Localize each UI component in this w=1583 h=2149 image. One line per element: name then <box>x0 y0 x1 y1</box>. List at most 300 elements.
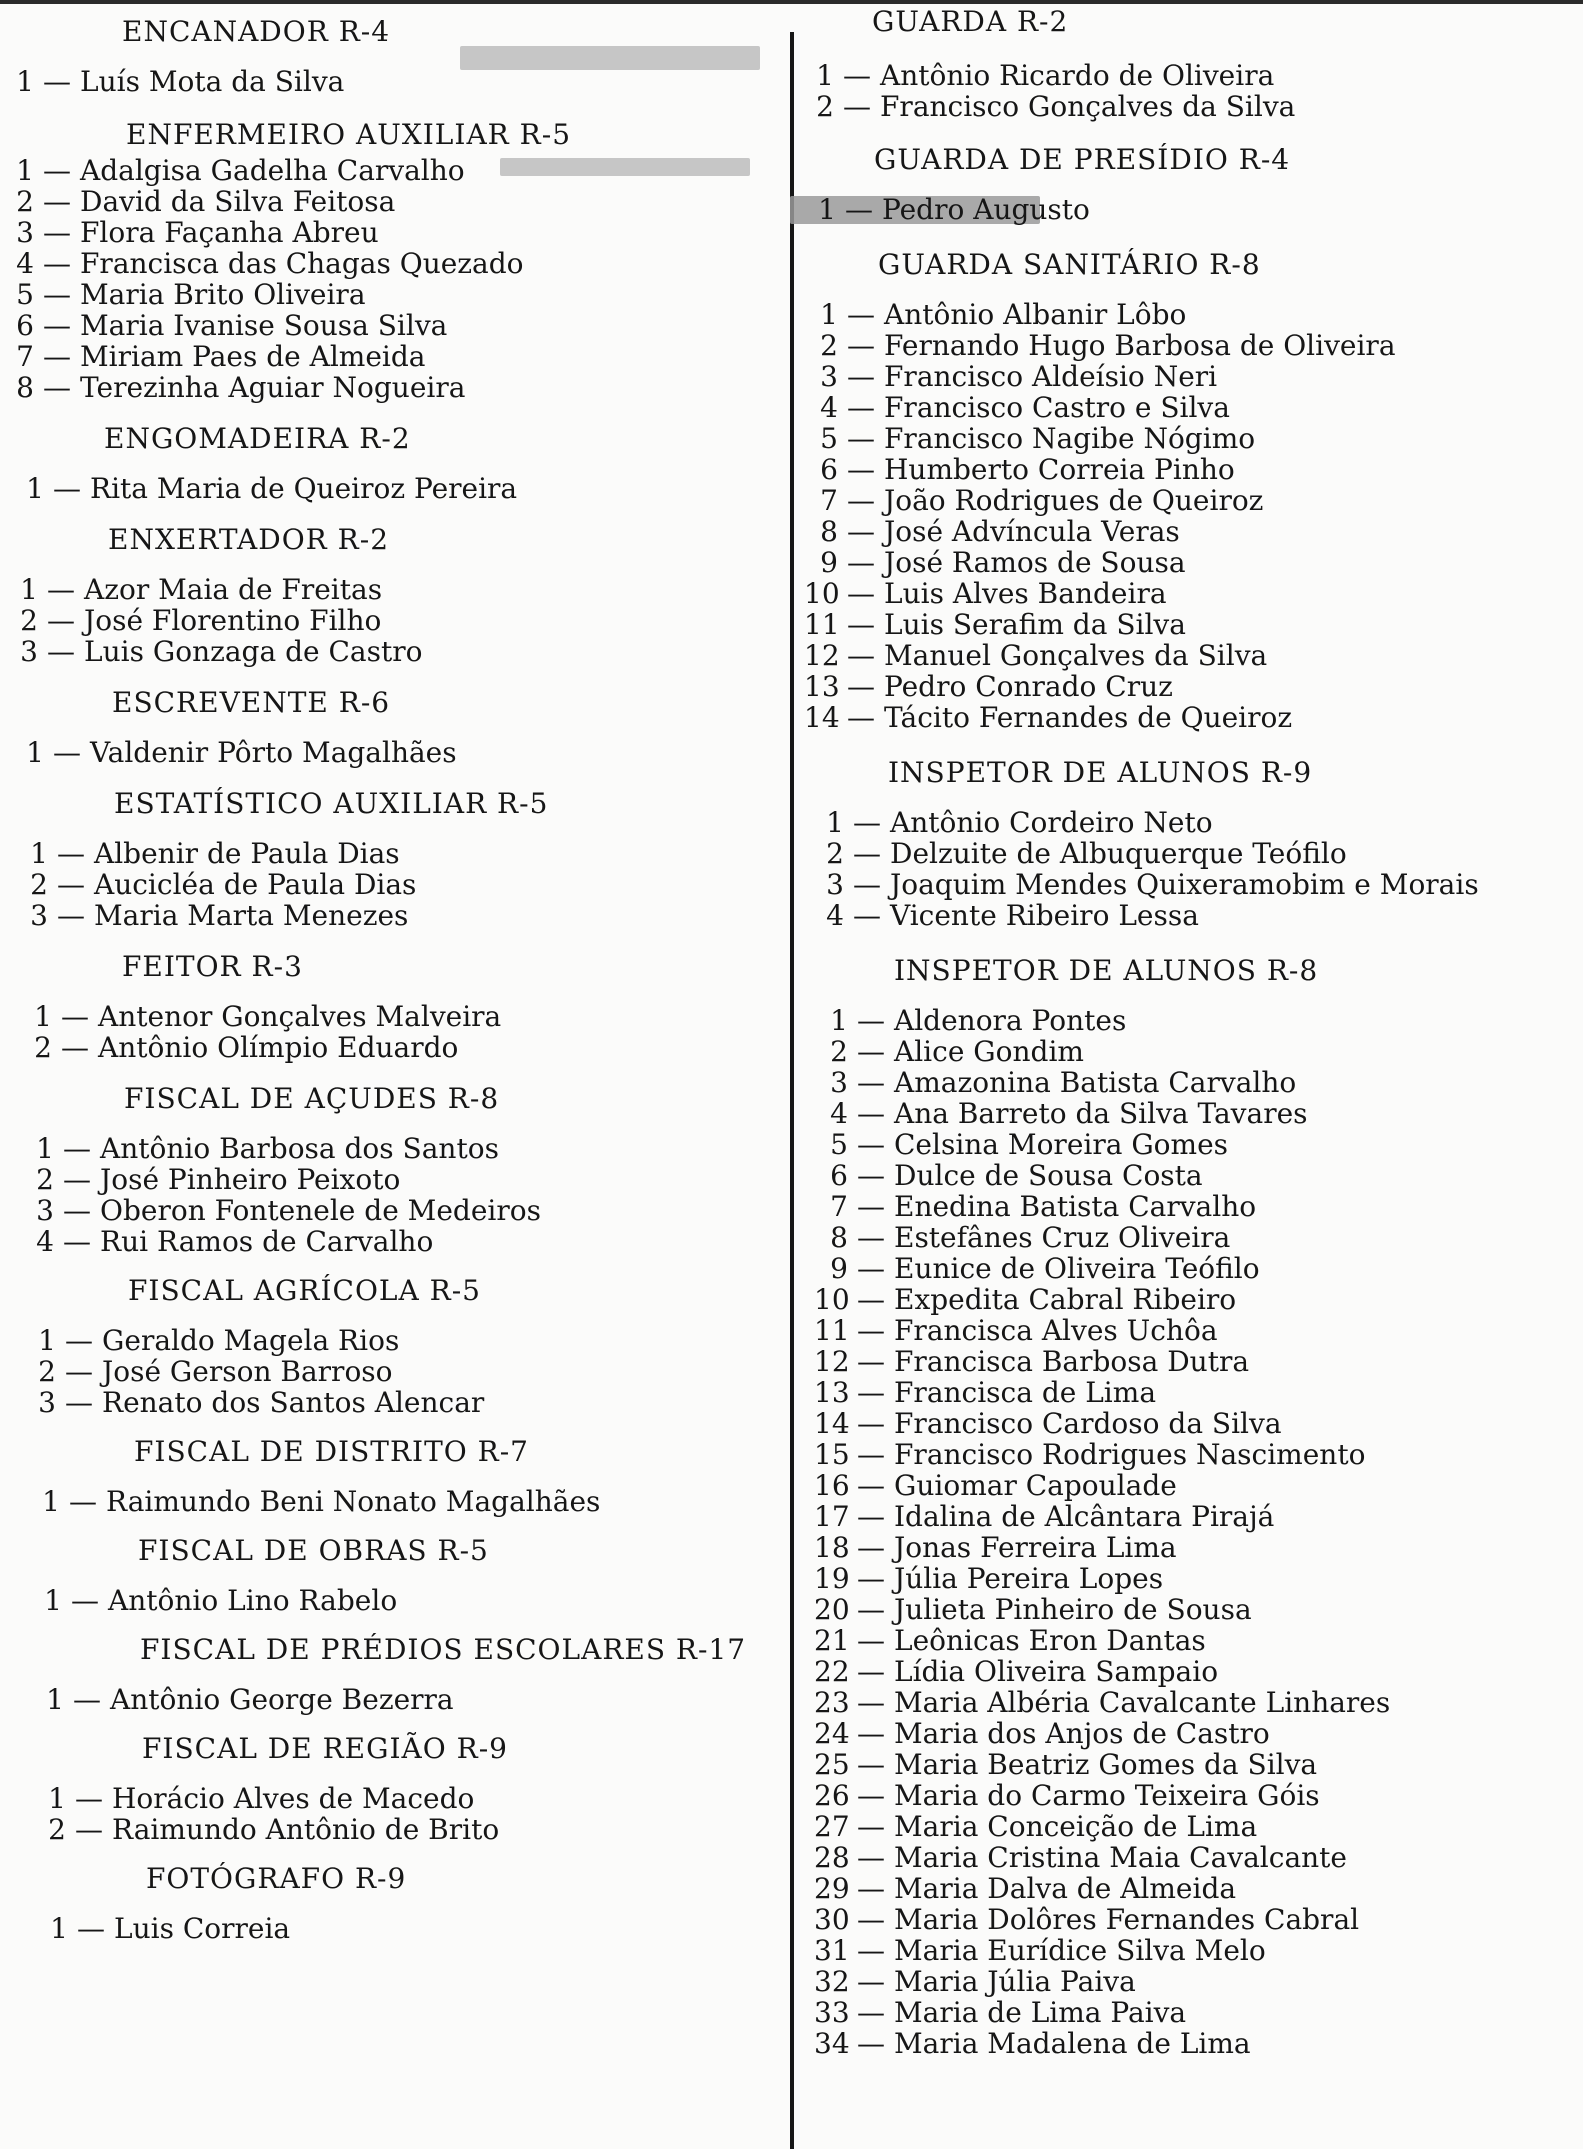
entry-number: 2 <box>48 1813 66 1846</box>
entry-dash: — <box>75 1813 103 1846</box>
entry-name: Maria Madalena de Lima <box>894 2027 1251 2060</box>
entry-name: Maria do Carmo Teixeira Góis <box>894 1779 1320 1812</box>
section-heading: FISCAL DE REGIÃO R-9 <box>142 1732 508 1765</box>
list-item <box>800 1284 1583 1315</box>
entry-dash: — <box>857 1438 885 1471</box>
section <box>0 947 770 1063</box>
list-item <box>800 361 1583 392</box>
list-item <box>800 1811 1583 1842</box>
entry-list <box>0 1783 770 1845</box>
entry-number: 30 <box>814 1903 850 1936</box>
entry-name: Luis Correia <box>114 1912 291 1945</box>
entry-number: 4 <box>826 899 844 932</box>
entry-number: 2 <box>820 329 838 362</box>
entry-name: Francisca Alves Uchôa <box>894 1314 1218 1347</box>
entry-name: Maria Dolôres Fernandes Cabral <box>894 1903 1360 1936</box>
list-item <box>800 1842 1583 1873</box>
list-item <box>800 1036 1583 1067</box>
entry-dash: — <box>847 608 875 641</box>
entry-number: 31 <box>814 1934 850 1967</box>
list-item <box>0 248 770 279</box>
section-heading: ENCANADOR R-4 <box>122 15 391 48</box>
entry-name: Maria Eurídice Silva Melo <box>894 1934 1266 1967</box>
section <box>0 1432 770 1517</box>
entry-number: 12 <box>804 639 840 672</box>
section <box>0 1630 770 1715</box>
list-item <box>800 1408 1583 1439</box>
entry-dash: — <box>57 837 85 870</box>
entry-name: Tácito Fernandes de Queiroz <box>884 701 1293 734</box>
entry-name: Fernando Hugo Barbosa de Oliveira <box>884 329 1396 362</box>
section <box>800 951 1583 2059</box>
entry-number: 9 <box>820 546 838 579</box>
entry-dash: — <box>53 736 81 769</box>
list-item <box>800 516 1583 547</box>
section <box>0 1531 770 1616</box>
list-item <box>800 547 1583 578</box>
entry-dash: — <box>857 1593 885 1626</box>
list-item <box>800 609 1583 640</box>
entry-number: 4 <box>16 247 34 280</box>
entry-dash: — <box>857 1004 885 1037</box>
entry-dash: — <box>857 1996 885 2029</box>
entry-number: 1 <box>26 736 44 769</box>
list-item <box>0 605 770 636</box>
list-item <box>800 1563 1583 1594</box>
entry-name: Maria Beatriz Gomes da Silva <box>894 1748 1318 1781</box>
entry-list <box>800 1005 1583 2059</box>
list-item <box>800 423 1583 454</box>
section <box>0 1859 770 1944</box>
list-item <box>800 640 1583 671</box>
entry-name: José Ramos de Sousa <box>884 546 1186 579</box>
section <box>800 140 1583 225</box>
list-item <box>800 671 1583 702</box>
section <box>0 1079 770 1257</box>
entry-list <box>800 299 1583 733</box>
entry-dash: — <box>857 1469 885 1502</box>
entry-number: 14 <box>814 1407 850 1440</box>
entry-number: 7 <box>820 484 838 517</box>
entry-name: Antônio Lino Rabelo <box>108 1584 398 1617</box>
list-item <box>0 737 770 768</box>
list-item <box>800 1222 1583 1253</box>
list-item <box>800 869 1583 900</box>
section-heading: ESCREVENTE R-6 <box>112 686 391 719</box>
list-item <box>800 1687 1583 1718</box>
entry-dash: — <box>857 1221 885 1254</box>
entry-name: Antenor Gonçalves Malveira <box>98 1000 502 1033</box>
entry-dash: — <box>857 1841 885 1874</box>
entry-dash: — <box>43 216 71 249</box>
entry-name: Lídia Oliveira Sampaio <box>894 1655 1219 1688</box>
entry-dash: — <box>843 59 871 92</box>
section-heading: ENXERTADOR R-2 <box>108 523 390 556</box>
section <box>800 245 1583 733</box>
entry-name: Geraldo Magela Rios <box>102 1324 400 1357</box>
entry-name: Alice Gondim <box>894 1035 1084 1068</box>
entry-number: 7 <box>16 340 34 373</box>
entry-dash: — <box>847 391 875 424</box>
entry-number: 22 <box>814 1655 850 1688</box>
entry-name: Luis Alves Bandeira <box>884 577 1167 610</box>
entry-dash: — <box>75 1782 103 1815</box>
entry-name: Raimundo Antônio de Brito <box>112 1813 500 1846</box>
list-item <box>800 1501 1583 1532</box>
list-item <box>800 1997 1583 2028</box>
entry-dash: — <box>857 1779 885 1812</box>
section <box>0 12 770 97</box>
entry-number: 12 <box>814 1345 850 1378</box>
entry-dash: — <box>43 278 71 311</box>
entry-name: Eunice de Oliveira Teófilo <box>894 1252 1260 1285</box>
entry-dash: — <box>43 371 71 404</box>
entry-dash: — <box>857 1097 885 1130</box>
entry-number: 4 <box>36 1225 54 1258</box>
entry-name: Joaquim Mendes Quixeramobim e Morais <box>890 868 1479 901</box>
section <box>800 753 1583 931</box>
entry-name: Antônio Cordeiro Neto <box>890 806 1213 839</box>
entry-dash: — <box>847 484 875 517</box>
section-heading: ESTATÍSTICO AUXILIAR R-5 <box>114 787 549 820</box>
entry-name: Vicente Ribeiro Lessa <box>890 899 1199 932</box>
entry-dash: — <box>857 1252 885 1285</box>
list-item <box>800 1625 1583 1656</box>
entry-number: 8 <box>820 515 838 548</box>
entry-dash: — <box>847 360 875 393</box>
list-item <box>800 1346 1583 1377</box>
entry-name: Maria de Lima Paiva <box>894 1996 1187 2029</box>
entry-dash: — <box>857 2027 885 2060</box>
entry-name: Manuel Gonçalves da Silva <box>884 639 1268 672</box>
entry-number: 1 <box>16 154 34 187</box>
entry-dash: — <box>847 546 875 579</box>
entry-name: Flora Façanha Abreu <box>80 216 379 249</box>
entry-number: 21 <box>814 1624 850 1657</box>
list-item <box>800 1160 1583 1191</box>
entry-name: João Rodrigues de Queiroz <box>884 484 1264 517</box>
list-item <box>800 1873 1583 1904</box>
list-item <box>800 1935 1583 1966</box>
entry-list <box>0 66 770 97</box>
entry-number: 13 <box>804 670 840 703</box>
entry-number: 10 <box>804 577 840 610</box>
entry-dash: — <box>57 899 85 932</box>
entry-dash: — <box>71 1584 99 1617</box>
list-item <box>0 1783 770 1814</box>
list-item <box>0 574 770 605</box>
entry-dash: — <box>857 1066 885 1099</box>
entry-name: Antônio Ricardo de Oliveira <box>880 59 1275 92</box>
entry-name: Expedita Cabral Ribeiro <box>894 1283 1237 1316</box>
column-divider <box>790 32 794 2149</box>
entry-number: 19 <box>814 1562 850 1595</box>
entry-number: 8 <box>830 1221 848 1254</box>
entry-name: Aldenora Pontes <box>894 1004 1127 1037</box>
entry-dash: — <box>43 154 71 187</box>
entry-dash: — <box>857 1190 885 1223</box>
entry-list <box>0 1684 770 1715</box>
section-heading: FEITOR R-3 <box>122 950 303 983</box>
entry-number: 3 <box>36 1194 54 1227</box>
entry-dash: — <box>47 604 75 637</box>
list-item <box>800 60 1583 91</box>
entry-list <box>0 1325 770 1418</box>
list-item <box>800 702 1583 733</box>
list-item <box>0 66 770 97</box>
entry-number: 5 <box>16 278 34 311</box>
entry-name: Oberon Fontenele de Medeiros <box>100 1194 541 1227</box>
entry-name: Antônio Barbosa dos Santos <box>100 1132 499 1165</box>
entry-number: 3 <box>16 216 34 249</box>
list-item <box>800 900 1583 931</box>
list-item <box>800 1966 1583 1997</box>
entry-name: Estefânes Cruz Oliveira <box>894 1221 1231 1254</box>
list-item <box>800 1594 1583 1625</box>
entry-dash: — <box>847 670 875 703</box>
list-item <box>0 1486 770 1517</box>
entry-dash: — <box>857 1345 885 1378</box>
entry-dash: — <box>857 1624 885 1657</box>
entry-name: Miriam Paes de Almeida <box>80 340 426 373</box>
section-heading: GUARDA DE PRESÍDIO R-4 <box>874 143 1291 176</box>
entry-number: 14 <box>804 701 840 734</box>
entry-name: Francisco Nagibe Nógimo <box>884 422 1256 455</box>
section-heading: ENFERMEIRO AUXILIAR R-5 <box>126 118 572 151</box>
entry-name: Ana Barreto da Silva Tavares <box>894 1097 1308 1130</box>
entry-number: 23 <box>814 1686 850 1719</box>
entry-dash: — <box>73 1683 101 1716</box>
entry-number: 6 <box>830 1159 848 1192</box>
entry-dash: — <box>857 1717 885 1750</box>
section-heading: INSPETOR DE ALUNOS R-8 <box>894 954 1319 987</box>
entry-number: 3 <box>38 1386 56 1419</box>
entry-number: 1 <box>36 1132 54 1165</box>
entry-name: Pedro Conrado Cruz <box>884 670 1173 703</box>
entry-number: 6 <box>16 309 34 342</box>
section <box>0 683 770 768</box>
list-item <box>800 1129 1583 1160</box>
entry-list <box>800 807 1583 931</box>
list-item <box>800 454 1583 485</box>
entry-number: 15 <box>814 1438 850 1471</box>
list-item <box>0 1356 770 1387</box>
section-heading: FISCAL DE OBRAS R-5 <box>138 1534 489 1567</box>
entry-number: 5 <box>830 1128 848 1161</box>
entry-list <box>800 60 1583 122</box>
entry-dash: — <box>857 1376 885 1409</box>
entry-list <box>0 1913 770 1944</box>
list-item <box>0 1684 770 1715</box>
entry-dash: — <box>857 1965 885 1998</box>
entry-number: 2 <box>20 604 38 637</box>
entry-number: 2 <box>34 1031 52 1064</box>
list-item <box>0 1032 770 1063</box>
entry-dash: — <box>857 1934 885 1967</box>
section <box>0 1271 770 1418</box>
entry-dash: — <box>77 1912 105 1945</box>
list-item <box>800 1470 1583 1501</box>
entry-dash: — <box>63 1225 91 1258</box>
entry-dash: — <box>857 1686 885 1719</box>
list-item <box>800 330 1583 361</box>
entry-name: Antônio Albanir Lôbo <box>884 298 1187 331</box>
entry-dash: — <box>857 1748 885 1781</box>
entry-name: Francisco Aldeísio Neri <box>884 360 1218 393</box>
entry-number: 2 <box>816 90 834 123</box>
entry-dash: — <box>847 329 875 362</box>
entry-number: 1 <box>816 59 834 92</box>
entry-name: Julieta Pinheiro de Sousa <box>894 1593 1252 1626</box>
entry-dash: — <box>57 868 85 901</box>
entry-number: 9 <box>830 1252 848 1285</box>
entry-list <box>0 838 770 931</box>
list-item <box>0 1585 770 1616</box>
section-heading: FISCAL AGRÍCOLA R-5 <box>128 1274 481 1307</box>
entry-dash: — <box>845 193 873 226</box>
entry-name: Guiomar Capoulade <box>894 1469 1177 1502</box>
entry-name: Jonas Ferreira Lima <box>894 1531 1177 1564</box>
entry-number: 11 <box>804 608 840 641</box>
list-item <box>800 1532 1583 1563</box>
entry-name: Francisco Rodrigues Nascimento <box>894 1438 1366 1471</box>
entry-name: Adalgisa Gadelha Carvalho <box>80 154 465 187</box>
entry-dash: — <box>63 1132 91 1165</box>
entry-dash: — <box>847 639 875 672</box>
list-item <box>800 299 1583 330</box>
entry-dash: — <box>853 899 881 932</box>
entry-dash: — <box>847 298 875 331</box>
list-item <box>0 1913 770 1944</box>
entry-number: 1 <box>42 1485 60 1518</box>
entry-name: Maria dos Anjos de Castro <box>894 1717 1270 1750</box>
entry-number: 16 <box>814 1469 850 1502</box>
entry-name: Luís Mota da Silva <box>80 65 345 98</box>
list-item <box>0 1195 770 1226</box>
list-item <box>0 279 770 310</box>
entry-dash: — <box>43 309 71 342</box>
list-item <box>0 217 770 248</box>
entry-name: Albenir de Paula Dias <box>94 837 400 870</box>
entry-list <box>0 155 770 403</box>
entry-name: Francisco Castro e Silva <box>884 391 1230 424</box>
entry-dash: — <box>847 453 875 486</box>
entry-name: Humberto Correia Pinho <box>884 453 1235 486</box>
entry-name: Rita Maria de Queiroz Pereira <box>90 472 518 505</box>
entry-name: Enedina Batista Carvalho <box>894 1190 1257 1223</box>
entry-name: Maria Marta Menezes <box>94 899 409 932</box>
section <box>0 115 770 403</box>
entry-number: 1 <box>820 298 838 331</box>
entry-list <box>0 473 770 504</box>
entry-name: Luis Serafim da Silva <box>884 608 1186 641</box>
entry-number: 10 <box>814 1283 850 1316</box>
entry-name: Dulce de Sousa Costa <box>894 1159 1203 1192</box>
list-item <box>0 1387 770 1418</box>
entry-list <box>0 1486 770 1517</box>
entry-number: 4 <box>830 1097 848 1130</box>
entry-number: 1 <box>20 573 38 606</box>
entry-name: Aucicléa de Paula Dias <box>94 868 417 901</box>
list-item <box>800 1439 1583 1470</box>
entry-number: 28 <box>814 1841 850 1874</box>
section-heading: FISCAL DE AÇUDES R-8 <box>124 1082 500 1115</box>
entry-number: 1 <box>826 806 844 839</box>
entry-dash: — <box>857 1407 885 1440</box>
entry-number: 2 <box>36 1163 54 1196</box>
entry-name: José Florentino Filho <box>84 604 382 637</box>
list-item <box>0 310 770 341</box>
entry-name: Maria Albéria Cavalcante Linhares <box>894 1686 1391 1719</box>
entry-name: Terezinha Aguiar Nogueira <box>80 371 466 404</box>
list-item <box>0 1001 770 1032</box>
section <box>0 520 770 667</box>
entry-name: Rui Ramos de Carvalho <box>100 1225 434 1258</box>
entry-number: 8 <box>16 371 34 404</box>
list-item <box>800 91 1583 122</box>
entry-number: 34 <box>814 2027 850 2060</box>
entry-number: 2 <box>16 185 34 218</box>
entry-number: 7 <box>830 1190 848 1223</box>
section-heading: FISCAL DE PRÉDIOS ESCOLARES R-17 <box>140 1633 747 1666</box>
entry-number: 11 <box>814 1314 850 1347</box>
entry-name: José Pinheiro Peixoto <box>100 1163 401 1196</box>
left-column <box>0 0 770 1944</box>
entry-number: 24 <box>814 1717 850 1750</box>
list-item <box>800 578 1583 609</box>
list-item <box>800 838 1583 869</box>
entry-dash: — <box>857 1903 885 1936</box>
entry-number: 13 <box>814 1376 850 1409</box>
entry-name: Francisca de Lima <box>894 1376 1157 1409</box>
entry-number: 17 <box>814 1500 850 1533</box>
list-item <box>0 186 770 217</box>
entry-dash: — <box>857 1810 885 1843</box>
entry-name: Leônicas Eron Dantas <box>894 1624 1206 1657</box>
entry-dash: — <box>47 635 75 668</box>
entry-dash: — <box>61 1000 89 1033</box>
list-item <box>800 1904 1583 1935</box>
entry-name: Horácio Alves de Macedo <box>112 1782 475 1815</box>
list-item <box>0 1325 770 1356</box>
entry-name: José Advíncula Veras <box>884 515 1180 548</box>
entry-dash: — <box>69 1485 97 1518</box>
entry-dash: — <box>43 185 71 218</box>
entry-dash: — <box>65 1386 93 1419</box>
entry-dash: — <box>847 701 875 734</box>
entry-dash: — <box>857 1283 885 1316</box>
entry-number: 1 <box>44 1584 62 1617</box>
list-item <box>800 1749 1583 1780</box>
entry-list <box>0 574 770 667</box>
entry-number: 33 <box>814 1996 850 2029</box>
list-item <box>0 838 770 869</box>
entry-list <box>0 1133 770 1257</box>
list-item <box>800 194 1583 225</box>
entry-dash: — <box>65 1355 93 1388</box>
entry-list <box>0 1585 770 1616</box>
entry-dash: — <box>853 868 881 901</box>
list-item <box>0 155 770 186</box>
entry-dash: — <box>847 422 875 455</box>
entry-number: 6 <box>820 453 838 486</box>
entry-dash: — <box>847 577 875 610</box>
entry-name: Idalina de Alcântara Pirajá <box>894 1500 1275 1533</box>
entry-dash: — <box>857 1128 885 1161</box>
list-item <box>0 869 770 900</box>
right-column <box>800 0 1583 2059</box>
entry-number: 3 <box>820 360 838 393</box>
